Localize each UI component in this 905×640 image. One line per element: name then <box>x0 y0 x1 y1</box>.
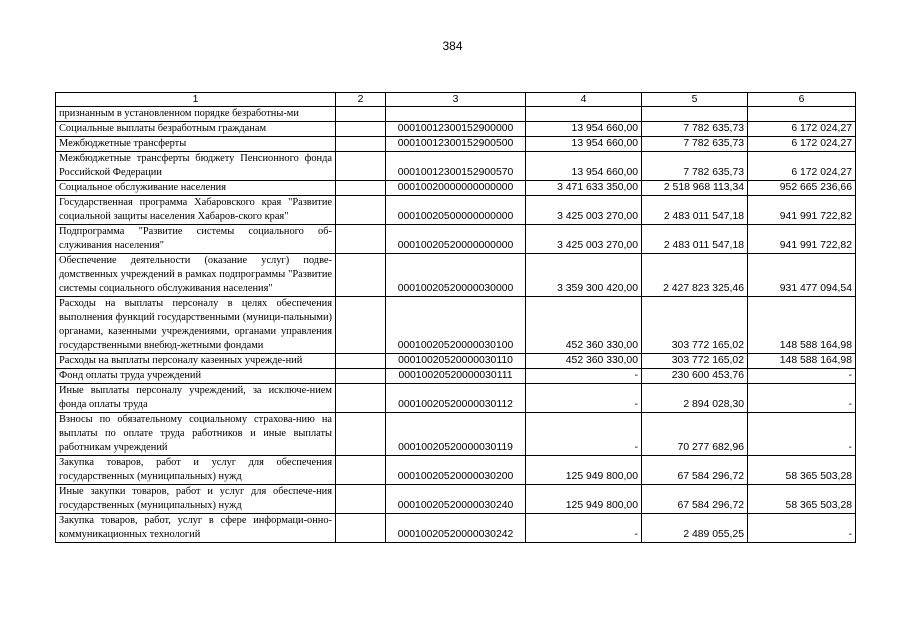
row-name-cell: Расходы на выплаты персоналу казенных учрежде-ний <box>56 354 336 369</box>
row-col2-cell <box>336 181 386 196</box>
row-amount-col6-cell: - <box>748 384 856 413</box>
row-amount-col6-cell <box>748 107 856 122</box>
row-amount-col5-cell: 2 483 011 547,18 <box>642 225 748 254</box>
row-amount-col5-cell: 230 600 453,76 <box>642 369 748 384</box>
table-row <box>56 456 856 485</box>
row-amount-col5-cell: 7 782 635,73 <box>642 122 748 137</box>
row-code-cell: 00010020520000030000 <box>386 254 526 297</box>
row-code-cell <box>386 107 526 122</box>
row-code-cell: 00010020520000030111 <box>386 369 526 384</box>
row-code-cell: 00010020520000030240 <box>386 485 526 514</box>
table-row <box>56 225 856 254</box>
row-name-cell: Взносы по обязательному социальному страхова-нию на выплаты по оплате труда работников и иные выплаты работникам учреждений <box>56 413 336 456</box>
row-amount-col4-cell: 13 954 660,00 <box>526 152 642 181</box>
row-col2-cell <box>336 225 386 254</box>
row-col2-cell <box>336 384 386 413</box>
row-name-cell: Иные закупки товаров, работ и услуг для обеспече-ния государственных (муниципальных) нужд <box>56 485 336 514</box>
row-amount-col6-cell: 6 172 024,27 <box>748 122 856 137</box>
row-name-cell: Закупка товаров, работ, услуг в сфере информаци-онно-коммуникационных технологий <box>56 514 336 543</box>
row-amount-col4-cell: 3 425 003 270,00 <box>526 196 642 225</box>
row-amount-col6-cell: 6 172 024,27 <box>748 137 856 152</box>
row-name-cell: Межбюджетные трансферты бюджету Пенсионного фонда Российской Федерации <box>56 152 336 181</box>
row-col2-cell <box>336 354 386 369</box>
row-code-cell: 00010012300152900570 <box>386 152 526 181</box>
table-row <box>56 181 856 196</box>
row-amount-col5-cell: 2 894 028,30 <box>642 384 748 413</box>
row-amount-col5-cell: 2 489 055,25 <box>642 514 748 543</box>
row-code-cell: 00010020520000030119 <box>386 413 526 456</box>
row-amount-col5-cell: 303 772 165,02 <box>642 297 748 354</box>
table-row <box>56 122 856 137</box>
row-amount-col4-cell: 3 425 003 270,00 <box>526 225 642 254</box>
row-amount-col6-cell: - <box>748 514 856 543</box>
row-col2-cell <box>336 297 386 354</box>
row-amount-col5-cell: 303 772 165,02 <box>642 354 748 369</box>
row-amount-col5-cell <box>642 107 748 122</box>
row-amount-col6-cell: 6 172 024,27 <box>748 152 856 181</box>
row-amount-col5-cell: 67 584 296,72 <box>642 485 748 514</box>
column-header: 6 <box>748 93 856 107</box>
column-header: 5 <box>642 93 748 107</box>
row-amount-col4-cell <box>526 107 642 122</box>
table-row <box>56 196 856 225</box>
row-amount-col4-cell: 125 949 800,00 <box>526 485 642 514</box>
row-code-cell: 00010020000000000000 <box>386 181 526 196</box>
column-header: 1 <box>56 93 336 107</box>
row-col2-cell <box>336 485 386 514</box>
row-amount-col4-cell: 452 360 330,00 <box>526 297 642 354</box>
row-amount-col6-cell: 148 588 164,98 <box>748 354 856 369</box>
row-name-cell: Расходы на выплаты персоналу в целях обеспечения выполнения функций государственными (муници-пальными) органами, казенными учреждениями, органами управления государственными внебюд-жетными фондами <box>56 297 336 354</box>
row-code-cell: 00010020520000030200 <box>386 456 526 485</box>
row-amount-col6-cell: 941 991 722,82 <box>748 196 856 225</box>
row-amount-col4-cell: - <box>526 369 642 384</box>
table-row <box>56 369 856 384</box>
row-name-cell: Социальные выплаты безработным гражданам <box>56 122 336 137</box>
budget-table <box>55 92 856 543</box>
column-header: 3 <box>386 93 526 107</box>
row-amount-col4-cell: 125 949 800,00 <box>526 456 642 485</box>
row-name-cell: Иные выплаты персоналу учреждений, за исключе-нием фонда оплаты труда <box>56 384 336 413</box>
row-col2-cell <box>336 456 386 485</box>
row-amount-col5-cell: 70 277 682,96 <box>642 413 748 456</box>
table-row <box>56 354 856 369</box>
table-row <box>56 297 856 354</box>
column-header: 2 <box>336 93 386 107</box>
row-amount-col5-cell: 2 427 823 325,46 <box>642 254 748 297</box>
table-row <box>56 254 856 297</box>
row-col2-cell <box>336 107 386 122</box>
row-amount-col4-cell: - <box>526 413 642 456</box>
table-row <box>56 514 856 543</box>
row-code-cell: 00010020500000000000 <box>386 196 526 225</box>
table-body <box>56 107 856 543</box>
row-name-cell: Обеспечение деятельности (оказание услуг) подве-домственных учреждений в рамках подпрограммы "Развитие системы социального обслуживания населения" <box>56 254 336 297</box>
row-code-cell: 00010020520000000000 <box>386 225 526 254</box>
table-header-row <box>56 93 856 107</box>
table-row <box>56 137 856 152</box>
row-code-cell: 00010020520000030100 <box>386 297 526 354</box>
row-amount-col6-cell: - <box>748 413 856 456</box>
row-col2-cell <box>336 196 386 225</box>
row-col2-cell <box>336 254 386 297</box>
column-header: 4 <box>526 93 642 107</box>
table-row <box>56 107 856 122</box>
row-name-cell: Подпрограмма "Развитие системы социального об-служивания населения" <box>56 225 336 254</box>
row-amount-col4-cell: - <box>526 514 642 543</box>
row-amount-col6-cell: 58 365 503,28 <box>748 456 856 485</box>
row-amount-col5-cell: 67 584 296,72 <box>642 456 748 485</box>
row-code-cell: 00010020520000030110 <box>386 354 526 369</box>
row-col2-cell <box>336 369 386 384</box>
row-name-cell: Государственная программа Хабаровского края "Развитие социальной защиты населения Хабаров-ского края" <box>56 196 336 225</box>
row-code-cell: 00010012300152900000 <box>386 122 526 137</box>
row-amount-col6-cell: 58 365 503,28 <box>748 485 856 514</box>
row-amount-col4-cell: 13 954 660,00 <box>526 137 642 152</box>
row-amount-col6-cell: 941 991 722,82 <box>748 225 856 254</box>
page-number: 384 <box>442 39 463 53</box>
row-amount-col5-cell: 2 518 968 113,34 <box>642 181 748 196</box>
row-name-cell: признанным в установленном порядке безработны-ми <box>56 107 336 122</box>
row-col2-cell <box>336 413 386 456</box>
row-name-cell: Межбюджетные трансферты <box>56 137 336 152</box>
row-amount-col6-cell: - <box>748 369 856 384</box>
row-col2-cell <box>336 152 386 181</box>
table-row <box>56 413 856 456</box>
row-name-cell: Фонд оплаты труда учреждений <box>56 369 336 384</box>
row-amount-col4-cell: 13 954 660,00 <box>526 122 642 137</box>
row-amount-col4-cell: 452 360 330,00 <box>526 354 642 369</box>
table-row <box>56 384 856 413</box>
row-amount-col6-cell: 148 588 164,98 <box>748 297 856 354</box>
row-name-cell: Социальное обслуживание населения <box>56 181 336 196</box>
row-amount-col6-cell: 931 477 094,54 <box>748 254 856 297</box>
row-amount-col4-cell: 3 471 633 350,00 <box>526 181 642 196</box>
row-amount-col4-cell: 3 359 300 420,00 <box>526 254 642 297</box>
table-row <box>56 152 856 181</box>
row-col2-cell <box>336 122 386 137</box>
row-code-cell: 00010020520000030112 <box>386 384 526 413</box>
row-amount-col5-cell: 7 782 635,73 <box>642 152 748 181</box>
row-code-cell: 00010012300152900500 <box>386 137 526 152</box>
row-amount-col5-cell: 2 483 011 547,18 <box>642 196 748 225</box>
row-col2-cell <box>336 514 386 543</box>
row-code-cell: 00010020520000030242 <box>386 514 526 543</box>
row-amount-col6-cell: 952 665 236,66 <box>748 181 856 196</box>
row-amount-col4-cell: - <box>526 384 642 413</box>
row-col2-cell <box>336 137 386 152</box>
row-amount-col5-cell: 7 782 635,73 <box>642 137 748 152</box>
table-row <box>56 485 856 514</box>
row-name-cell: Закупка товаров, работ и услуг для обеспечения государственных (муниципальных) нужд <box>56 456 336 485</box>
